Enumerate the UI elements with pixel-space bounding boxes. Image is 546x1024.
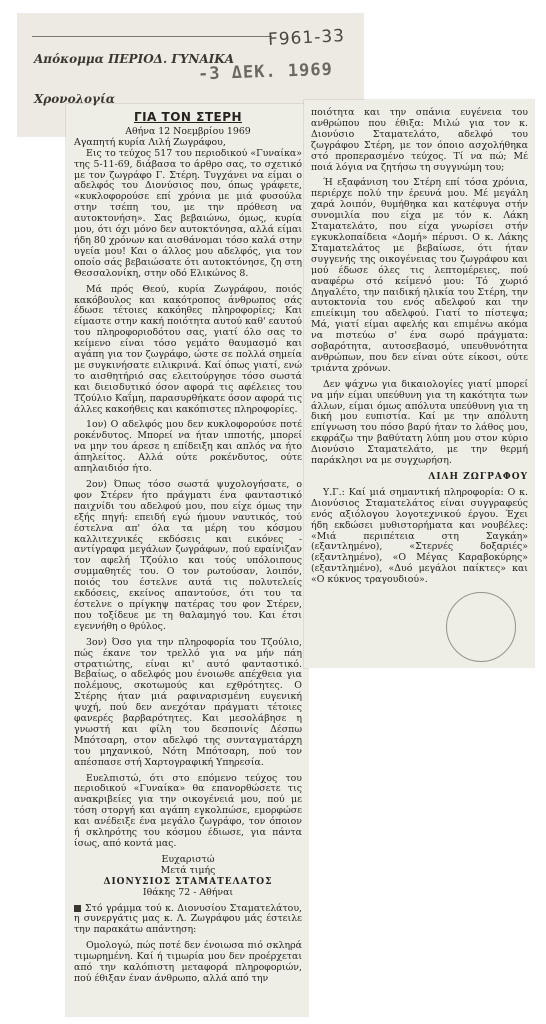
reply-signer: ΛΙΛΗ ΖΩΓΡΑΦΟΥ bbox=[428, 472, 528, 482]
date-stamp: -3 ΔΕΚ. 1969 bbox=[197, 59, 334, 85]
closing: Ευχαριστώ bbox=[161, 853, 215, 865]
section-label: Χρονολογία bbox=[34, 92, 116, 106]
background-area bbox=[309, 668, 546, 1024]
letter-paragraph: 2ον) Όπως τόσο σωστά ψυχολογήσατε, ο φον Στέρεν ήτο πράγματι ένα φανταστικό παιχνίδι του αδελφού μου, που είχε όμως την εξής πηγή: επειδή εγώ ήμουν ναυτικός, τού έστελνα απ' όλα τα μέρη του κόσμου καλλιτεχνικές εκδόσεις και εικόνες - αντίγραφα μεγάλων ζωγράφων, πού εφαίνιζαν τον αφελή Τζούλιο και τούς υπόλοιπους συμμαθητές του. Ο τον ρωτούσαν, λοιπόν, ποιός του έστελνε αυτά τις πολυτελείς εκδόσεις, εκείνος απαντούσε, ότι του τα έστελνε ο πρίγκηψ πατέρας του φον Στέρεν, που τοξίδευε με τη θαλαμηγό του. Και έτσι εγεννήθη ο θρύλος. bbox=[74, 479, 302, 632]
letter-paragraph: Εις το τεύχος 517 του περιοδικού «Γυναίκα» της 5-11-69, διάβασα το άρθρο σας, το σχετικό με τον ζωγράφο Γ. Στέρη. Τυγχάνει να είμαι ο αδελφός του Διονύσιος που, όπως γράφετε, «κυκλοφορούσε επί χρόνια με μιά φυσούλα στην τσέπη του, με την πρόθεση να αυτοκτονήση». Σας βεβαιώνω, όμως, κυρία μου, ότι όχι μόνο δεν αυτοκτόνησα, αλλά είμαι ήδη 80 χρόνων και αισθάνομαι τόσο καλά στην υγεία μου! Και ο άλλος μου αδελφός, για τον οποίο σάς βεβαιώσατε ότι αυτοκτόνησε, ζη στη Θεσσαλονίκη, στην οδό Ελικώνος 8. bbox=[74, 147, 302, 279]
left-column-text bbox=[74, 112, 302, 985]
reply-paragraph: Δεν ψάχνω για δικαιολογίες γιατί μπορεί να μήν είμαι υπεύθυνη για τη κακότητα των άλλων, είμαι όμως απόλυτα υπεύθυνη για τη δική μου ευπιστία. Καί με την απόλυτη επίγνωση του πόσο βαρύ ήταν το λάθος μου, εκφράζω την βαθύτατη λύπη μου στον κύριο Διονύσιο Σταματελάτο, με την θερμή παράκλησι να με συγχωρήση. bbox=[311, 378, 528, 467]
signer-address: Ιθάκης 72 - Αθήναι bbox=[142, 886, 234, 898]
letter-paragraph: 3ον) Όσο για την πληροφορία του Τζούλιο, πώς έκανε τον τρελλό για να μήν πάη στρατιώτης, είναι κι' αυτό φανταστικό. Βεβαίως, ο αδελφός μου ένοιωθε απέχθεια για πολέμους, σκοτωμούς και εχθρότητες. Ο Στέρης ήταν μιά ραφιναρισμένη ευγενική ψυχή, πού δεν ανεχόταν πράγματι τέτοιες φανερές βαρβαρότητες. Και μεσολάβησε η γνωστή και φίλη του δεσποινίς Δέσπω Μπότσαρη, στον αδελφό της συνταγματάρχη του μηχανικού, Νότη Μπότσαρη, πού τον απέσπασε στή Χαρτογραφική Υπηρεσία. bbox=[74, 636, 302, 768]
reply-paragraph: ποιότητα και την σπάνια ευγένεια του ανθρώπου που έθιξα: Μιλώ για τον κ. Διονύσιο Σταματελάτο, αδελφό του ζωγράφου Στέρη, με τον όποιο ασχολήθηκα στό προπερασμένο τεύχος. Τί να πώ; Μέ ποιά λόγια να ζητήσω τη συγγνώμη του; bbox=[311, 107, 528, 173]
reply-intro: Στό γράμμα τού κ. Διονυσίου Σταματελάτου, η συνεργάτις μας κ. Λ. Ζωγράφου μάς έστειλε την παρακάτω απάντηση: bbox=[74, 902, 302, 936]
clipping-label: Απόκομμα ΠΕΡΙΟΔ. ΓΥΝΑΙΚΑ bbox=[34, 52, 235, 66]
editor-note: Υ.Γ.: Καί μιά σημαντική πληροφορία: Ο κ. Διονύσιος Σταματελάτος είναι συγγραφεύς ενός αξιόλογου λογοτεχνικού έργου. Έχει ήδη εκδώσει μυθιστορήματα και νουβέλες: «Μιά περιπέτεια στη Σαγκάη» (εξαντλημένο), «Στερνές δοξαριές» (εξαντλημένο), «Ο Μέγας Καραβοκύρης» (εξαντλημένο), «Δυό μεγάλοι παίκτες» και «Ο κύκνος τραγουδιού». bbox=[311, 486, 528, 586]
circular-stamp-mark bbox=[446, 592, 516, 662]
article-title: ΓΙΑ ΤΟΝ ΣΤΕΡΗ bbox=[133, 110, 243, 124]
square-bullet-icon bbox=[74, 905, 81, 912]
right-column-text bbox=[311, 108, 528, 586]
letter-paragraph: 1ον) Ο αδελφός μου δεν κυκλοφορούσε ποτέ ροκένδυτος. Μπορεί να ήταν ιπποτής, μπορεί να μην του άρεσε η επίδειξη και απλός να ήτο άπηλείτος. Αλλά ούτε ροκένδυτος, ούτε απηλαιδιόσ ήτο. bbox=[74, 419, 302, 475]
header-top-rule bbox=[32, 36, 272, 37]
letter-signer: ΔΙΟΝΥΣΙΟΣ ΣΤΑΜΑΤΕΛΑΤΟΣ bbox=[103, 876, 273, 887]
reply-paragraph: Ομολογώ, πώς ποτέ δεν ένοιωσα πιό σκληρά τιμωρημένη. Καί ή τιμωρία μου δεν προέρχεται από την καλόπιστη μεταφορά πληροφοριών, πού έθιξαν έναν άνθρωπο, αλλά από την bbox=[74, 940, 302, 984]
handwritten-archive-code: F961-33 bbox=[267, 25, 346, 51]
letter-paragraph: Ευελπιστώ, ότι στο επόμενο τεύχος του περιοδικού «Γυναίκα» θα επανορθώσετε τις ανακριβείες για την οικογένειά μου, πού με τόση στοργή και αγάπη εγκολπώσε, εμορφώσε και ανέδειξε ένα μεγάλο ζωγράφο, τον όποιον ή σκληρότης του κόσμου έδιωσε, για πάντα ίσως, από κοντά μας. bbox=[74, 772, 302, 849]
dateline: Αθήνα 12 Νοεμβρίου 1969 bbox=[125, 125, 251, 137]
reply-paragraph: Ή εξαφάνιση του Στέρη επί τόσα χρόνια, περιέρχε πολύ την έρευνά μου. Μέ μεγάλη χαρά λοιπόν, θυμήθηκα και κατέφυγα στήν συνομιλία που είχα με τόν κ. Λάκη Σταματελάτο, που είχα γνωρίσει στήν εγκυκλοπαίδεια «Δομή» πέρυσι. Ο κ. Λάκης Σταματελάτος με βεβαίωσε, ότι ήταν συγγενής της οικογένειας του ζωγράφου και μού έδωσε όλες τις λεπτομέρειες, πού αναφέρω στό κείμενό μου: Τό χωριό Δηγαλέτο, την παιδική ηλικία του Στέρη, την αυτοκτονία του ενός αδελφού και την επιείκιμη του αδελφού. Γιατί το πίστεψα; Μά, γιατί είμαι αφελής και επιμένω ακόμα να πιστεύω σ' ένα σωρό πράγματα: σοβαρότητα, αυτοσεβασμό, υπευθυνότητα ανθρώπων, που δεν είναι ούτε είκοσι, ούτε τριάντα χρόνων. bbox=[311, 177, 528, 374]
letter-paragraph: Μά πρός Θεού, κυρία Ζωγράφου, ποιός κακόβουλος και κακότροπος άνθρωπος σάς έδωσε τέτοιες κακόηθες πληροφορίες; Και είμαστε στην κακή ποιότητα αυτού καθ' εαυτού του πληροφοριοδότου σας, γιατί όλο σας το κείμενο είναι τόσο γεμάτο θαυμασμό και αγάπη για τον ζωγράφο, ώστε σε πολλά σημεία με συγκινήσατε ειλικρινά. Καί όπως γιατί, ενώ το αισθητήριό σας ελειτούργησε τόσο σωστά και διεισδυτικό όσον αφορά τις αφέλειες του Τζούλιο Καΐμη, παρασυρθήκατε όσον αφορά τις άλλες κακοήθεις και κακόπιστες πληροφορίες. bbox=[74, 283, 302, 415]
salutation: Αγαπητή κυρία Λιλή Ζωγράφου, bbox=[74, 136, 226, 148]
closing-regards: Μετά τιμής bbox=[160, 864, 216, 876]
